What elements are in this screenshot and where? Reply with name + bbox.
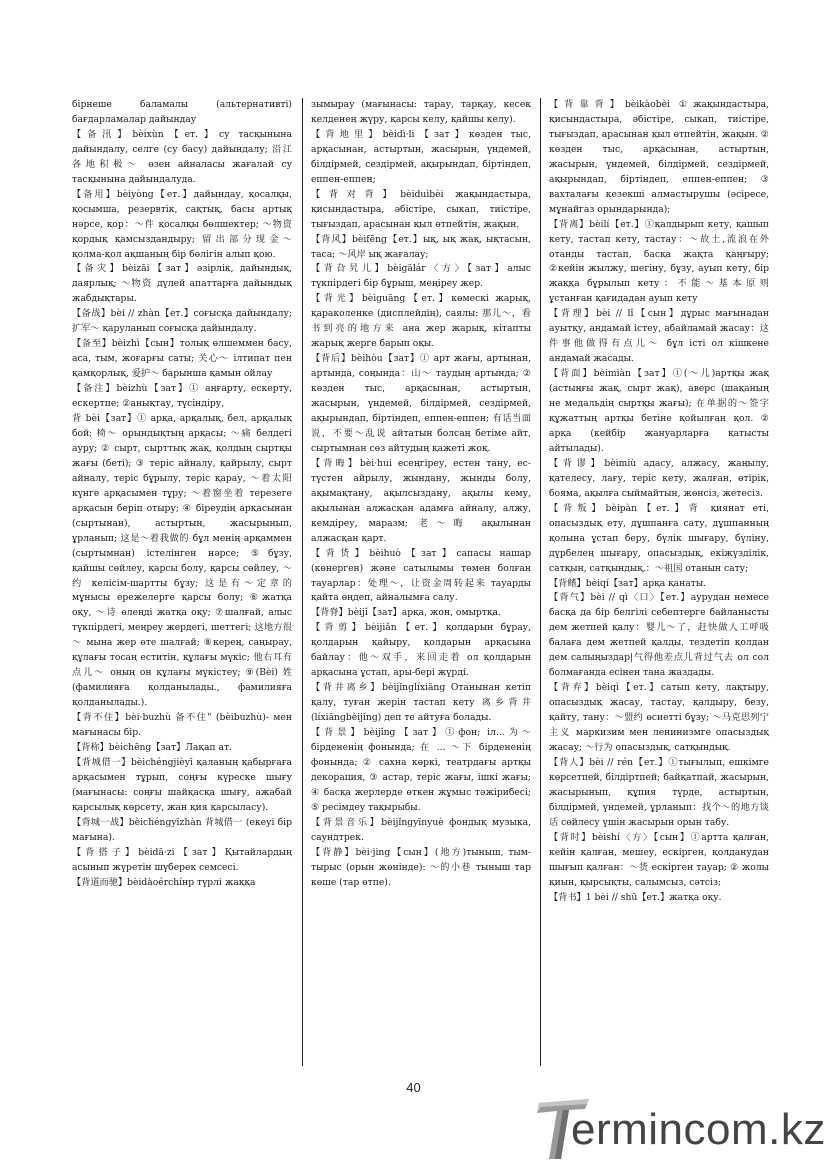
dictionary-entry: 【备用】bèiyòng【ет.】дайындау, қосалқы, қосымша, резервтік, сақтық, басы артық нәрсе, қор：～件 қосалқы бөлшектер; ～物资 қордық қамсыздандыру; 留出部分现金～ қолма-қол ақшаның бір бөлігін алып қою. (72, 188, 292, 260)
column-3 (549, 98, 769, 1066)
dictionary-entry: 【背离】bèilí【ет.】①қалдырып кету, қашып кету, тастап кету, тастау：～故土,流浪在外 отанды тастап, басқа жақта қаңғыру; ②кейін жылжу, шегіну, бұзу, ауып кету, бір жаққа бұрылып кету：不能～基本原则 ұстанған қағидадан ауып кету (549, 218, 769, 305)
dictionary-entry: 【背静】bèi·jing【сын】(地方)тыныш, тым-тырыс (орын жөнінде): ～的小巷 тыныш тар көше (тар өтпе). (311, 846, 531, 888)
dictionary-entry: 【背地里】bèidì·li【зат】көзден тыс, арқасынан, астыртын, жасырын, үндемей, білдірмей, сездірмей, ақырындап, біртіндеп, еппен-еппен; (311, 128, 531, 185)
dictionary-page (72, 98, 772, 1066)
dictionary-entry: 【背城一战】bèichéngyīzhàn 背城借一 (екеуі бір мағына). (72, 816, 292, 843)
dictionary-entry: 【背弃】bèiqì【ет.】сатып кету, лақтыру, опасыздық жасау, тастау, қалдыру, безу, қайту, тану：～盟约 өсиетті бұзу; ～马克思列宁主义 маркизим мен ленинизмге опасыздық жасау; ～行为 опасыздық, сатқындық. (549, 682, 769, 753)
dictionary-entry: 【背风】bèifēng【ет.】ық, ық жақ, ықтасын, таса; ～风岸 ық жағалау; (311, 233, 531, 260)
column-divider-2 (540, 98, 541, 1066)
dictionary-entry: 【背脊】bèijǐ【зат】арқа, жон, омыртқа. (311, 607, 501, 619)
dictionary-entry: 【背搭子】bèidā·zi【зат】Қытайлардың асынып жүретін шүберек семсесі. (72, 846, 292, 873)
dictionary-entry: 【背景音乐】bèijǐngyīnyuè фондық музыка, саундтрек. (311, 816, 531, 843)
dictionary-entry: 【背叛】bèipàn【ет.】背 қиянат еті, опасыздық ету, дұшпанға сату, дұшпанның қолына ұстап беру, бүлік шығару, бүліну, дүрбелең шығару, опасыздық, екіжүзділік, сатқын, сатқындық,：～祖国 отанын сату; (549, 502, 769, 574)
dictionary-entry: 【背谬】bèimiù адасу, алжасу, жаңылу, қателесу, лағу, теріс кету, жалған, өтірік, бояма, ақылға сыймайтын, жөнсіз, жетесіз. (549, 457, 769, 499)
dictionary-entry: 【背道而驰】bèidàoérchíнр түрлі жаққа (72, 876, 256, 888)
dictionary-entry: 【背鳍】bèiqí【зат】арқа қанаты. (549, 577, 707, 589)
dictionary-entry: 【备注】bèizhù【зат】① аңғарту, ескерту, ескертпе; ②анықтау, түсіндіру, (72, 383, 292, 410)
dictionary-entry: бірнеше баламалы (альтернативті) бағдарламалар дайындау (72, 99, 292, 125)
page-number: 40 (406, 1080, 421, 1095)
termincom-logo[interactable] (535, 1103, 826, 1161)
dictionary-entry: 【背井离乡】bèijǐnglíxiāng Отанынан кетіп қалу, туған жерін тастап кету 离乡背井 (líxiāngbèijǐng) деп те айтуға болады. (311, 682, 531, 724)
column-divider-1 (302, 98, 303, 1066)
dictionary-entry: 背 bèi【зат】① арқа, арқалық, бел, арқалық бой; 椅～ орындықтың арқасы; ～痛 белдегі ауру; ② сырт, сырттық жақ, қолдың сыртқы жағы (беті); ③ теріс айналу, қайрылу, сырт айналу, теріс бұрылу, теріс қарау, ～着太阳 күнге арқасымен тұру; ～着窗坐着 терезеге арқасын беріп отыру; ④ біреудің арқасынан (сыртынан), астыртын, жасырынып, ұрланып; 这是～着我做的 бұл менің арқаммен (сыртымнан) істелінген нәрсе; ⑤бұзу, қайшы сөйлеу, қарсы болу, қарсы сөйлеу, ～约 келісім-шартты бұзу; 这是有～定章的 мұнысы ережелерге қарсы болу; ⑥жатқа оқу, ～诗 өлеңді жатқа оқу; ⑦шалғай, алыс түкпірдегі, меңреу жердегі, шеттегі; 这地方很～ мына жер өте шалғай; ⑧керең, саңырау, құлағы тосаң еститін, құлағы мүкіс; 他右耳有点儿～ оның он құлағы мүкістеу; ⑨(Bèi) 姓 (фамилияға қолданылады., фамилияға қолданылады.). (72, 413, 292, 709)
dictionary-entry: 【背书】1 bèi // shū【ет.】жатқа оқу. (549, 891, 722, 903)
dictionary-entry: 【备战】bèi // zhàn【ет.】соғысқа дайындалу; 扩军～ қаруланып соғысқа дайындалу. (72, 308, 292, 335)
dictionary-entry: 【背后】bèihòu【зат】① арт жағы, артынан, артында, соңында：山～ таудың артында; ② көзден тыс, арқасынан, астыртын, жасырын, үндемей, білдірмей, сездірмей, ақырындап, біртіндеп, еппен-еппен; 有话当面说，不要～乱说 айтатын болсаң бетіме айт, сыртымнан сөз айтудың қажеті жоқ. (311, 353, 531, 454)
dictionary-entry: 【备汛】bèixùn【ет.】су тасқынына дайындалу, селге (су басу) дайындалу; 沿江各地积极～ өзен айналасы жағалай су тасқынына дайындалуда. (72, 128, 292, 185)
dictionary-entry: зымырау (мағынасы: тарау, тарқау, кесек келденең жүру, қарсы келу, қайшы келу). (311, 99, 531, 125)
dictionary-entry: 【背城借一】bèichéngjièyī қаланың қабырғаға арқасымен тұрып, соңғы күреске шығу (мағынасы: соңғы шайқасқа шығу, ажабай қарсылық көрсету, жан қия қарсыласу). (72, 756, 292, 813)
dictionary-entry: 【背理】bèi // lǐ【сын】дұрыс мағынадан ауытқу, андамай істеу, абайламай жасау：这件事他做得有点儿～ бұл істі ол кішкене андамай жасады. (549, 308, 769, 365)
column-1 (72, 98, 292, 1066)
dictionary-entry: 【背气】bèi // qì〈口〉【ет.】аурудан немесе басқа да бір белгілі себептерге байланысты дем жетпей қалу：婴儿～了，赶快做人工呼吸 балаға дем жетпей қалды, тездетіп қолдан дем салыңыздар|气得他差点儿背过气去 ол сол болмағанда есінен тана жаздады. (549, 592, 769, 679)
dictionary-entry: 【背晦】bèi·hui есеңгіреу, естен тану, ес-түстен айрылу, жындану, жынды болу, ақымақтану, ақылсыздану, ақылы кему, ақылынан алжасқан адамға айналу, алжу, кемдіреу, маразм; 老～晦 ақылынан алжасқан қарт. (311, 457, 531, 544)
logo-text: ermincom.kz (571, 1105, 826, 1154)
dictionary-entry: 【背面】bèimiàn【зат】①(～儿)артқы жақ (астыңғы жақ, сырт жақ), аверс (шақаның не медальдің сыртқы жағы); 在单据的～签字 құжаттың артқы бетіне қойылған қол. ② арқа (кейбір жануарларға қатысты айтылады). (549, 368, 769, 454)
dictionary-entry: 【背时】bèishí〈方〉【сын】①артта қалған, кейін қалған, мешеу, ескірген, қолданудан шығып қалған：～货 ескірген тауар; ② жолы қиын, қырсықты, салымсыз, сәтсіз; (549, 831, 769, 888)
dictionary-entry: 【背剪】bèijiǎn【ет.】қолдарын бұрау, қолдарын қайыру, қолдарын арқасына байлау：他～双手，来回走着 ол қолдарын арқасына ұстап, ары-бері жүрді. (311, 622, 531, 679)
dictionary-entry: 【背称】bèichēng【зат】Лақап ат. (72, 741, 232, 753)
dictionary-entry: 【备至】bèizhì【сын】толық өлшеммен басу, аса, тым, жоғарғы саты; 关心～ ілтипат пен қамқорлық, 爱护～ барынша қамын ойлау (72, 338, 292, 380)
dictionary-entry: 【备灾】bèizāi【зат】әзірлік, дайындық, даярлық; ～物资 дүлей апаттарға дайындық жабдықтары. (72, 263, 292, 305)
dictionary-entry: 【背不住】bèi·buzhù 备不住" (bèibuzhù)- мен мағынасы бір. (72, 712, 292, 739)
dictionary-entry: 【背旮旯儿】bèigālár〈方〉【зат】алыс түкпірдегі бір бұрыш, меңіреу жер. (311, 263, 531, 290)
column-2 (311, 98, 531, 1066)
dictionary-entry: 【背货】bèihuò【зат】сапасы нашар (көнерген) және сатылымы төмен болған тауарлар：处理～，让资金周转起来 тауарды қайта өңдеп, айналымға салу. (311, 547, 531, 604)
dictionary-entry: 【背靠背】bèikàobèi ①жақындастыра, қисындастыра, әбістіре, сыкап, тиістіре, тығыздап, арасынан қыл өтпейтін, жақын. ② көзден тыс, арқасынан, астыртын, жасырын, үндемей, білдірмей, сездірмей, ақырындап, біртіндеп, еппен-еппен; ③ вахталағы кезекші алмастырушы (әсіресе, мұнайгаз орындарында); (549, 99, 769, 215)
dictionary-entry: 【背对背】bèiduìbèi жақындастыра, қисындастыра, әбістіре, сыкап, тиістіре, тығыздап, арасынан қыл өтпейтін, жақын. (311, 188, 531, 230)
dictionary-entry: 【背人】bèi // rén【ет.】①тығылып, ешкімге көрсетпей, білдіртпей; байқатпай, жасырын, жасырынып, құпия түрде, астыртын, білдірмей, үндемей, ұрланып：找个～的地方谈话 сөйлесу үшін жасырын орын табу. (549, 756, 769, 828)
dictionary-entry: 【背景】bèijǐng【зат】①фон; іл...为～ бірдененің фонында; 在 ... ～下 бірдененің фонында; ② сахна көркі, театрдағы артқы декорация, ③ астар, теріс жағы, ішкі жағы; ④ басқа жерлерде өткен жұмыс тәжірибесі; ⑤ ресімдеу тақырыбы. (311, 727, 531, 813)
dictionary-entry: 【背光】bèiguāng【ет.】көмескі жарық, қараколенке (дисплейдің), саялы: 那儿～，看书到亮的地方来 ана жер жарық, кітапты жарық жерге барып оқы. (311, 293, 531, 350)
